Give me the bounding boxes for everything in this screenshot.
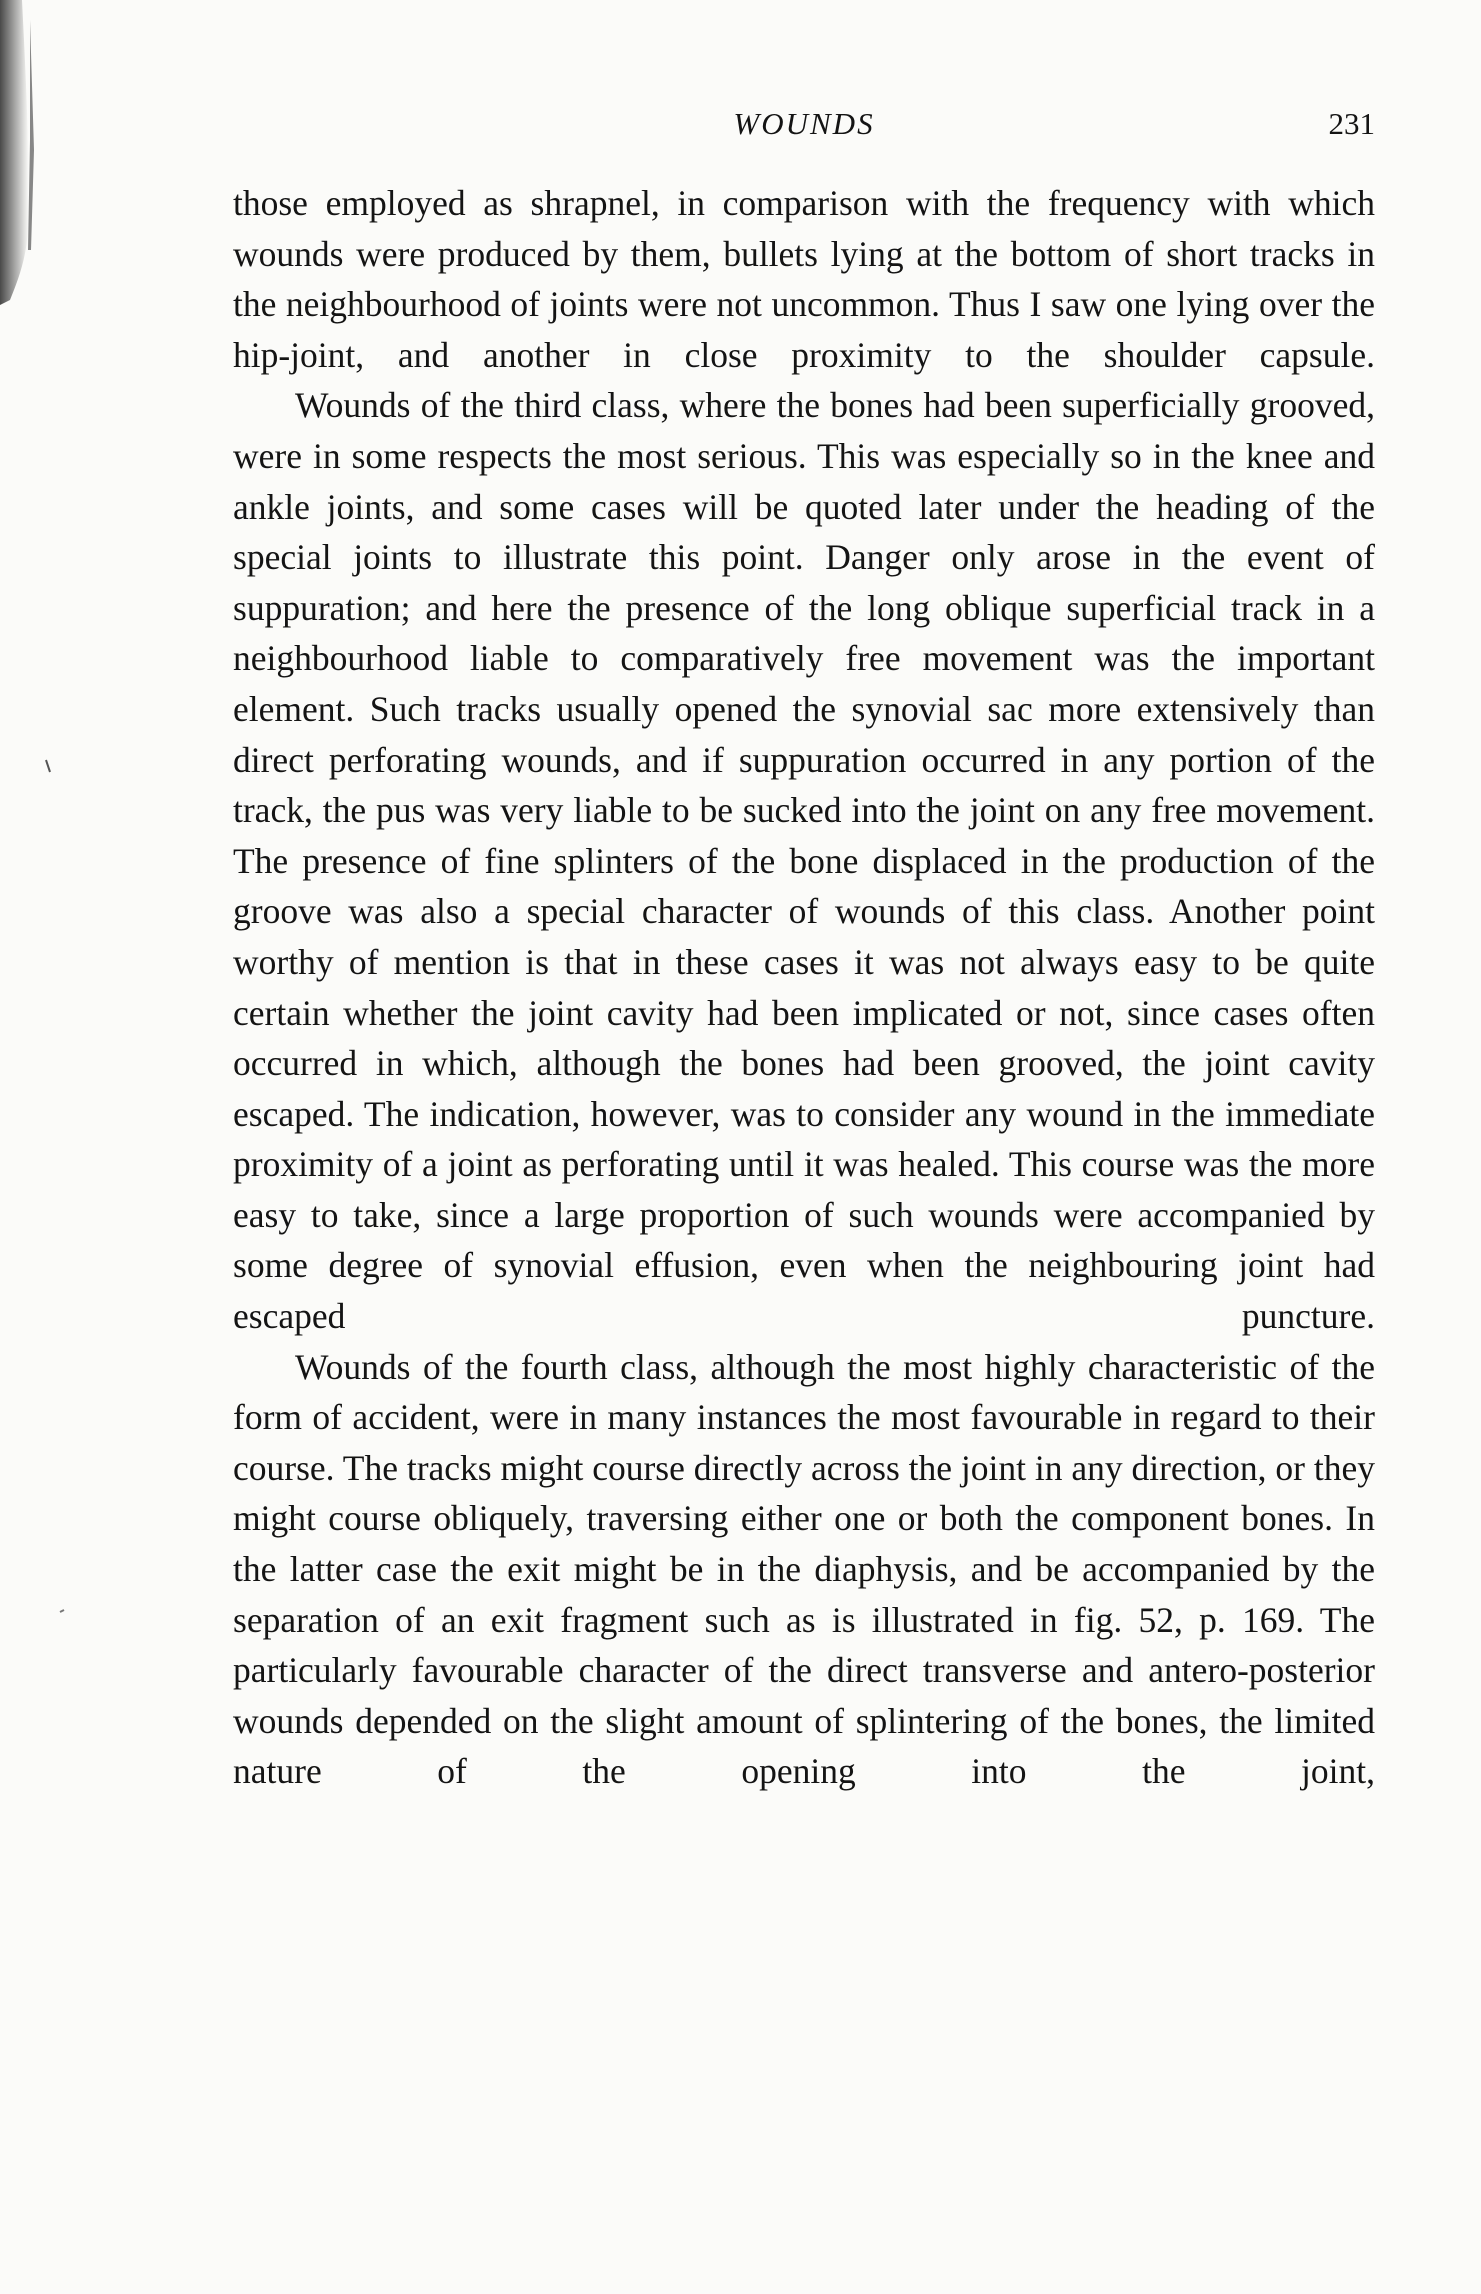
- running-head: [233, 106, 1375, 150]
- body-text: [233, 178, 1375, 1797]
- scan-edge-shadow: [0, 0, 70, 2294]
- paragraph-fourth-class: Wounds of the fourth class, although the most highly characteristic of the form of accident, were in many instances the most favourable in regard to their course. The tracks might course directly across the joint in any direction, or they might course obliquely, traversing either one or both the component bones. In the latter case the exit might be in the diaphysis, and be accompanied by the separation of an exit fragment such as is illustrated in fig. 52, p. 169. The particularly favourable character of the direct transverse and antero-posterior wounds depended on the slight amount of splintering of the bones, the limited nature of the opening into the joint,: [233, 1346, 1375, 1792]
- page-number: 231: [1328, 106, 1375, 141]
- paragraph-third-class: Wounds of the third class, where the bones had been superficially grooved, were in some respects the most serious. This was especially so in the knee and ankle joints, and some cases will be quoted later under the heading of the special joints to illustrate this point. Danger only arose in the event of suppuration; and here the presence of the long oblique superficial track in a neighbourhood liable to comparatively free movement was the important element. Such tracks usually opened the synovial sac more extensively than direct perforating wounds, and if suppuration occurred in any portion of the track, the pus was very liable to be sucked into the joint on any free movement. The presence of fine splinters of the bone displaced in the production of the groove was also a special character of wounds of this class. Another point worthy of mention is that in these cases it was not always easy to be quite certain whether the joint cavity had been implicated or not, since cases often occurred in which, although the bones had been grooved, the joint cavity escaped. The indication, however, was to consider any wound in the immediate proximity of a joint as perforating until it was healed. This course was the more easy to take, since a large proportion of such wounds were accompanied by some degree of synovial effusion, even when the neighbouring joint had escaped puncture.: [233, 385, 1375, 1337]
- running-title: WOUNDS: [733, 106, 875, 141]
- paragraph-continuation: those employed as shrapnel, in comparison with the frequency with which wounds were produced by them, bullets lying at the bottom of short tracks in the neighbourhood of joints were not uncommon. Thus I saw one lying over the hip-joint, and another in close proximity to the shoulder capsule.: [233, 183, 1375, 375]
